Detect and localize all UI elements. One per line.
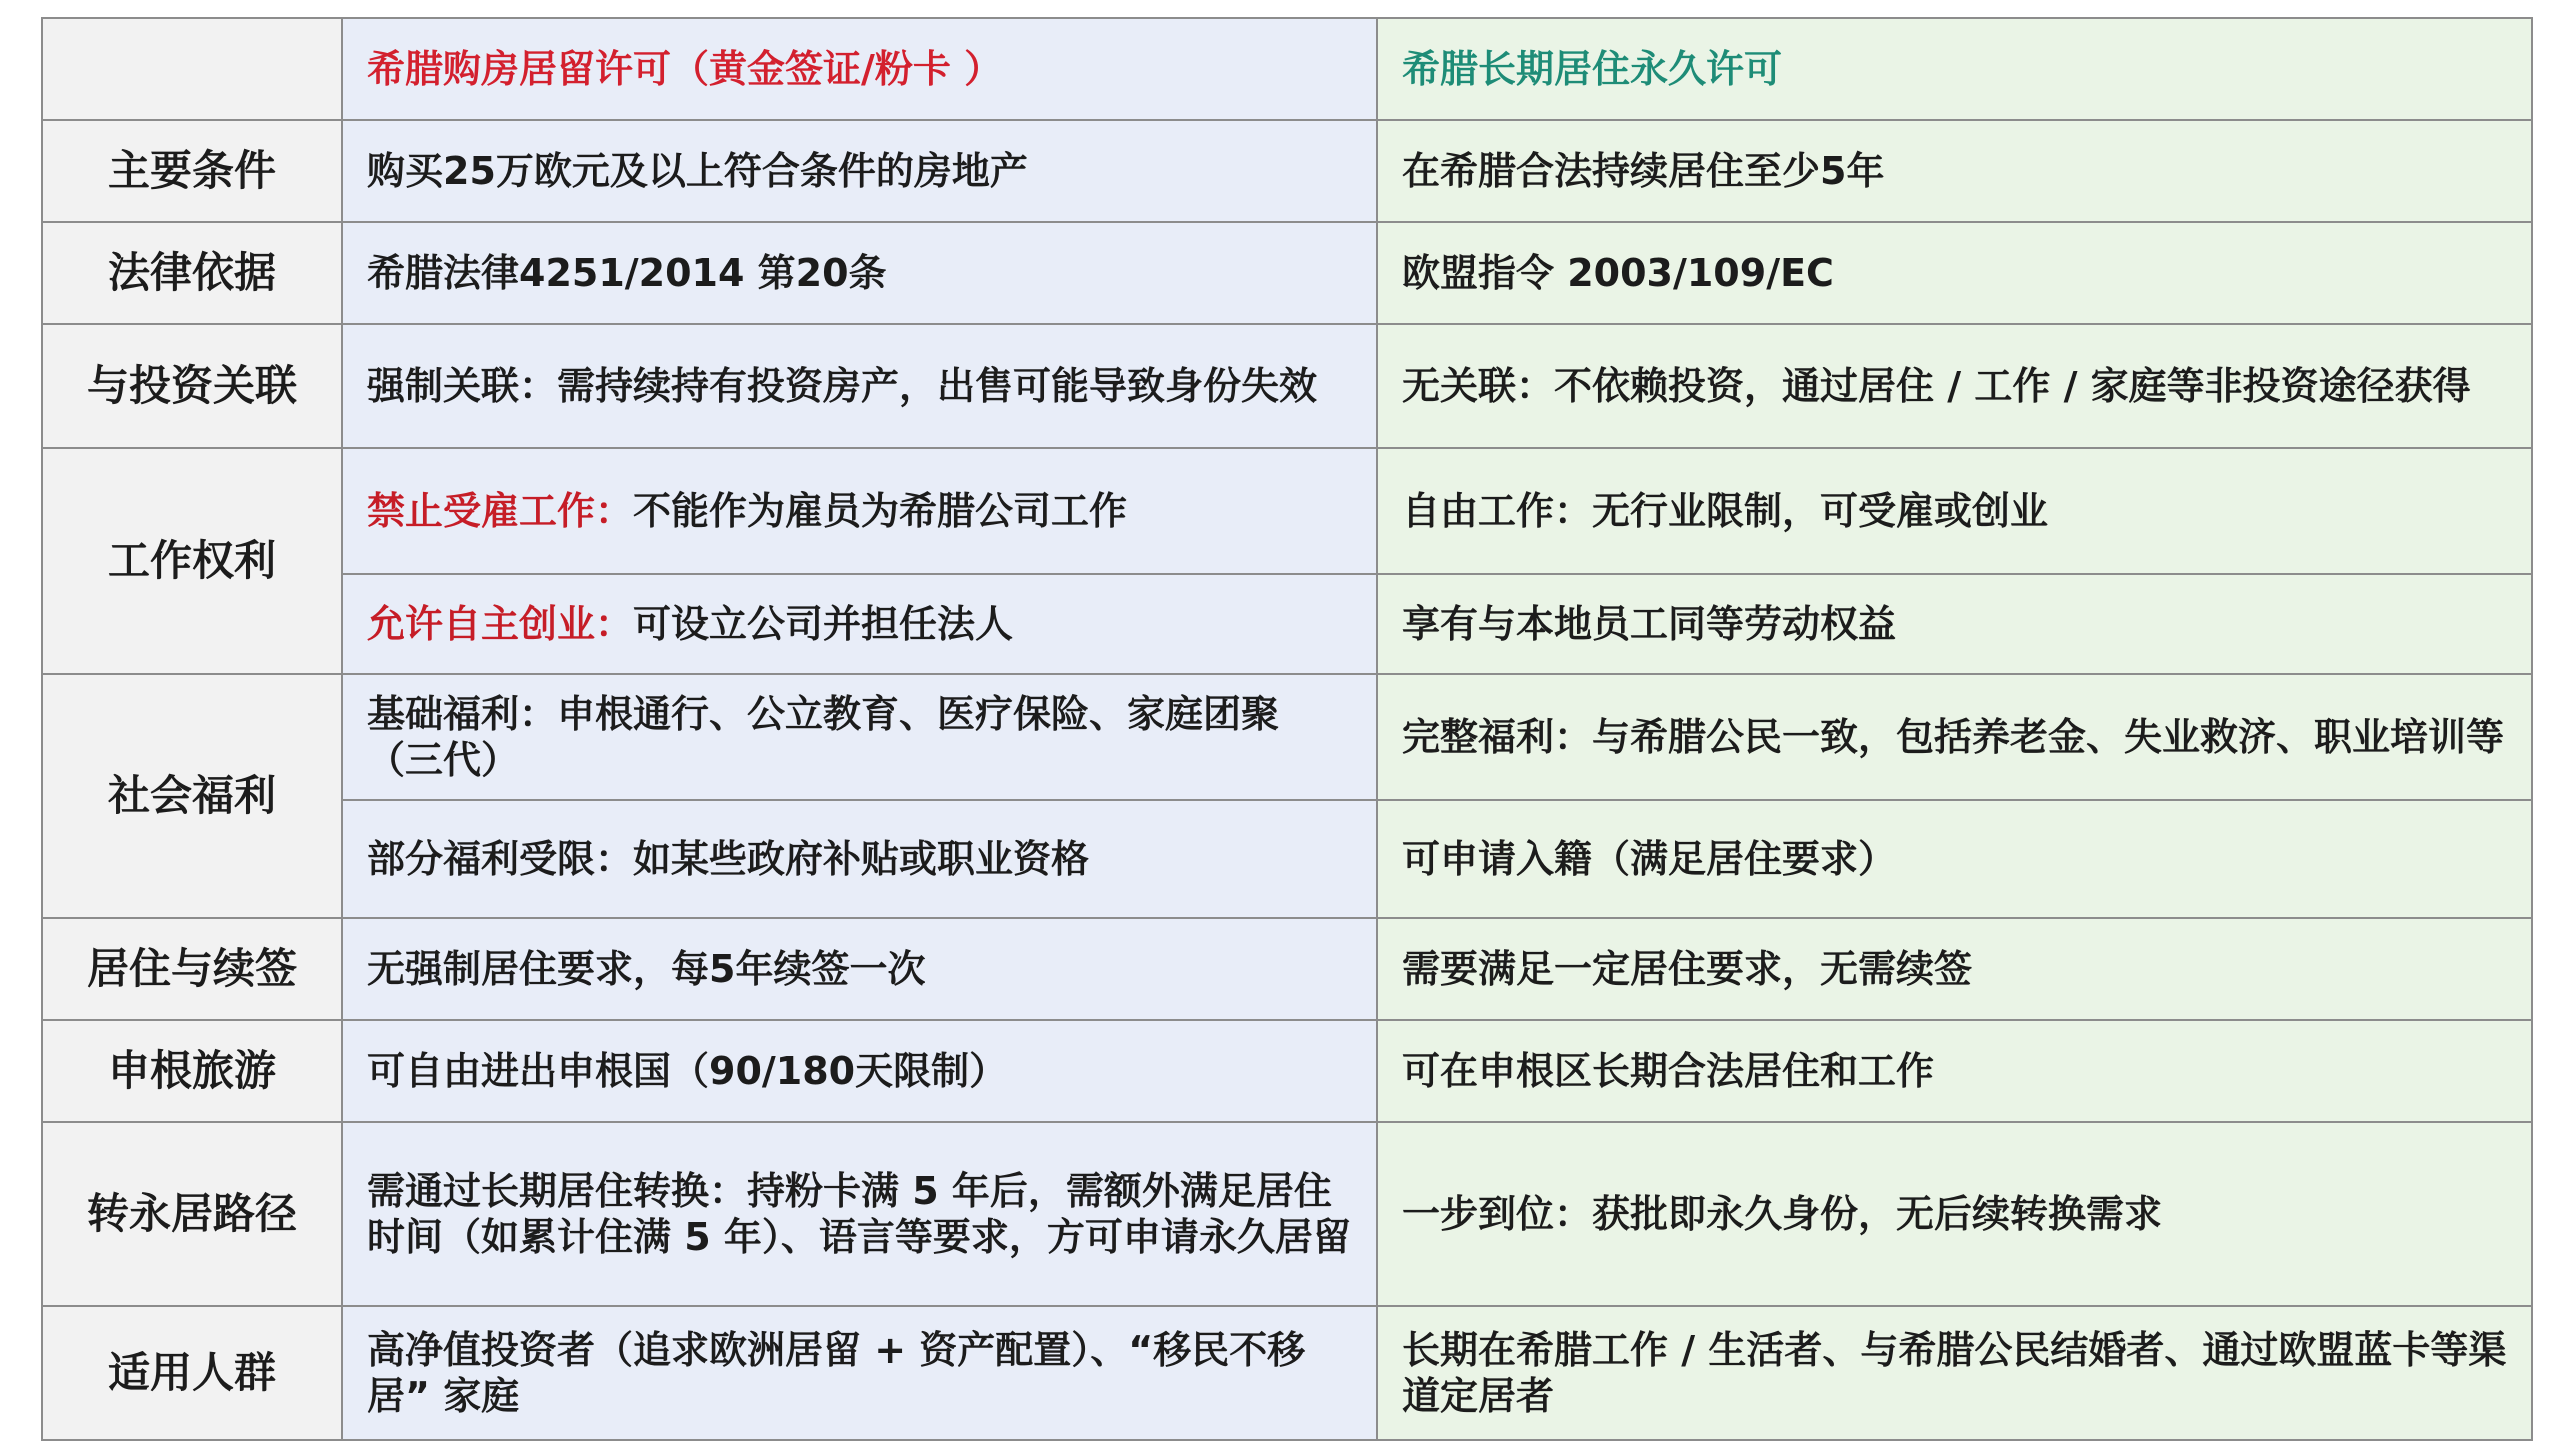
row-work-rights-1 xyxy=(42,448,2532,574)
row-legal-basis xyxy=(42,222,2532,324)
permanent-social-welfare-2: 可申请入籍（满足居住要求） xyxy=(1377,800,2532,918)
corner-cell xyxy=(42,18,342,120)
permanent-path-to-permanent: 一步到位：获批即永久身份，无后续转换需求 xyxy=(1377,1122,2532,1306)
row-schengen-travel xyxy=(42,1020,2532,1122)
golden-work-rights-2 xyxy=(342,574,1377,674)
permanent-main-conditions: 在希腊合法持续居住至少5年 xyxy=(1377,120,2532,222)
self-employment-text: 可设立公司并担任法人 xyxy=(633,602,1014,646)
permanent-work-rights-2: 享有与本地员工同等劳动权益 xyxy=(1377,574,2532,674)
permanent-residence-renewal: 需要满足一定居住要求，无需续签 xyxy=(1377,918,2532,1020)
permanent-investment-link: 无关联：不依赖投资，通过居住 / 工作 / 家庭等非投资途径获得 xyxy=(1377,324,2532,448)
permanent-schengen-travel: 可在申根区长期合法居住和工作 xyxy=(1377,1020,2532,1122)
permanent-work-rights-1: 自由工作：无行业限制，可受雇或创业 xyxy=(1377,448,2532,574)
golden-social-welfare-1: 基础福利：申根通行、公立教育、医疗保险、家庭团聚（三代） xyxy=(342,674,1377,800)
golden-work-rights-1 xyxy=(342,448,1377,574)
golden-social-welfare-2: 部分福利受限：如某些政府补贴或职业资格 xyxy=(342,800,1377,918)
permanent-social-welfare-1: 完整福利：与希腊公民一致，包括养老金、失业救济、职业培训等 xyxy=(1377,674,2532,800)
row-path-to-permanent xyxy=(42,1122,2532,1306)
row-investment-link xyxy=(42,324,2532,448)
golden-investment-link: 强制关联：需持续持有投资房产，出售可能导致身份失效 xyxy=(342,324,1377,448)
golden-schengen-travel: 可自由进出申根国（90/180天限制） xyxy=(342,1020,1377,1122)
category-work-rights: 工作权利 xyxy=(42,448,342,674)
permanent-residence-header: 希腊长期居住永久许可 xyxy=(1377,18,2532,120)
row-social-welfare-2 xyxy=(42,800,2532,918)
permanent-target-group: 长期在希腊工作 / 生活者、与希腊公民结婚者、通过欧盟蓝卡等渠道定居者 xyxy=(1377,1306,2532,1440)
row-target-group xyxy=(42,1306,2532,1440)
header-row xyxy=(42,18,2532,120)
comparison-table-frame xyxy=(41,17,2531,1439)
category-schengen-travel: 申根旅游 xyxy=(42,1020,342,1122)
row-social-welfare-1 xyxy=(42,674,2532,800)
row-work-rights-2 xyxy=(42,574,2532,674)
row-main-conditions xyxy=(42,120,2532,222)
comparison-table xyxy=(41,17,2533,1441)
category-legal-basis: 法律依据 xyxy=(42,222,342,324)
category-path-to-permanent: 转永居路径 xyxy=(42,1122,342,1306)
golden-visa-header: 希腊购房居留许可（黄金签证/粉卡 ） xyxy=(342,18,1377,120)
category-investment-link: 与投资关联 xyxy=(42,324,342,448)
golden-target-group: 高净值投资者（追求欧洲居留 + 资产配置）、“移民不移居” 家庭 xyxy=(342,1306,1377,1440)
category-main-conditions: 主要条件 xyxy=(42,120,342,222)
category-social-welfare: 社会福利 xyxy=(42,674,342,918)
permanent-legal-basis: 欧盟指令 2003/109/EC xyxy=(1377,222,2532,324)
category-target-group: 适用人群 xyxy=(42,1306,342,1440)
golden-main-conditions: 购买25万欧元及以上符合条件的房地产 xyxy=(342,120,1377,222)
self-employment-label: 允许自主创业： xyxy=(367,602,634,646)
row-residence-renewal xyxy=(42,918,2532,1020)
golden-path-to-permanent: 需通过长期居住转换：持粉卡满 5 年后，需额外满足居住时间（如累计住满 5 年）、语言等要求，方可申请永久居留 xyxy=(342,1122,1377,1306)
category-residence-renewal: 居住与续签 xyxy=(42,918,342,1020)
golden-residence-renewal: 无强制居住要求，每5年续签一次 xyxy=(342,918,1377,1020)
employment-ban-text: 不能作为雇员为希腊公司工作 xyxy=(633,489,1128,533)
employment-ban-label: 禁止受雇工作： xyxy=(367,489,634,533)
golden-legal-basis: 希腊法律4251/2014 第20条 xyxy=(342,222,1377,324)
